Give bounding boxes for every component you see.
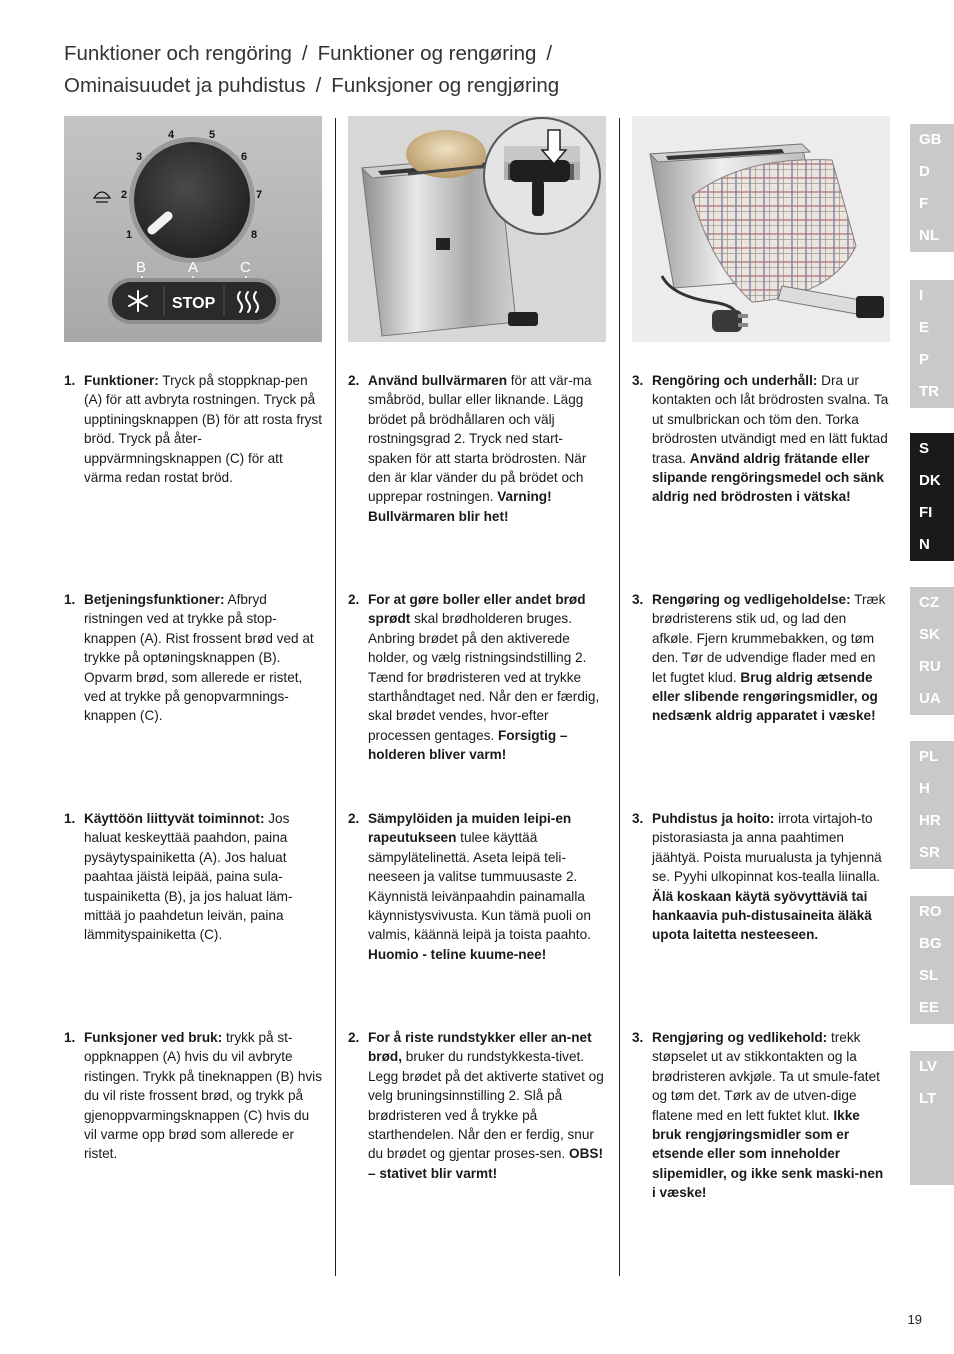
step-warning: Forsigtig – holderen bliver varm! — [368, 727, 568, 763]
title-part-fi: Ominaisuudet ja puhdistus — [64, 74, 306, 97]
language-tab[interactable]: I — [919, 287, 924, 304]
step-lead: Rengøring og vedligeholdelse: — [652, 592, 851, 607]
step-number: 1. — [64, 373, 76, 388]
step-text: Træk brødristerens stik ud, og lad den afkøle. Fjern krummebakken, og tøm den. Tør de udvendige flader med en let fugtet klud. — [652, 592, 886, 685]
language-tab[interactable]: F — [919, 195, 929, 212]
dial-number: 8 — [251, 229, 258, 241]
figure-cleaning — [632, 116, 890, 342]
step-number: 2. — [348, 1030, 360, 1045]
title-separator: / — [315, 74, 322, 97]
step-lead: For å riste rundstykker eller an-net brød, — [368, 1030, 592, 1065]
language-tab[interactable]: P — [919, 351, 930, 368]
language-tab[interactable]: SL — [919, 967, 939, 984]
language-tab[interactable]: D — [919, 163, 930, 180]
column-divider — [619, 118, 620, 1276]
title-part-sv: Funktioner och rengöring — [64, 42, 292, 65]
instruction-sv-2 — [348, 371, 606, 526]
step-text: bruker du rundstykkesta-tivet. Legg brødet på det aktiverte stativet og velg bruningsinnstilling 2. Slå på brødristeren ved å trykke på starthendelen. Når den er ferdig, snur du brødet og gjentar proses-sen. — [368, 1049, 604, 1162]
language-tab[interactable]: SR — [919, 844, 940, 861]
instruction-dk-2 — [348, 590, 606, 765]
step-number: 3. — [632, 373, 644, 388]
step-warning: Huomio - teline kuume-nee! — [368, 946, 547, 962]
step-lead: Använd bullvärmaren — [368, 373, 507, 388]
instruction-no-1 — [64, 1028, 322, 1164]
instruction-fi-1 — [64, 809, 322, 945]
language-tab-group — [910, 1051, 954, 1185]
dial-number: 5 — [209, 129, 216, 141]
step-text: trekk støpselet ut av stikkontakten og la brødristeren avkjøle. Ta ut smule-fatet og tøm det. Tørk av de utven-dige flatene med en lett fuktet klut. — [652, 1030, 880, 1123]
language-tab[interactable]: DK — [919, 472, 941, 489]
step-text: Jos haluat keskeyttää paahdon, paina pysäytyspainiketta (A). Jos haluat paahtaa jäistä leipää, paina sula-tuspainiketta (B), ja jos haluat läm-mittää jo paahdetun leivän, paina lämmityspainiketta (C). — [84, 811, 293, 943]
step-lead: Funktioner: — [84, 373, 159, 388]
language-tab-group — [910, 280, 954, 408]
step-number: 1. — [64, 811, 76, 826]
language-tab[interactable]: FI — [919, 504, 933, 521]
figure-bun-warmer — [348, 116, 606, 342]
title-separator: / — [546, 42, 553, 65]
instruction-sv-1 — [64, 371, 322, 487]
language-tab-spacer — [910, 1115, 954, 1185]
title-part-dk: Funktioner og rengøring — [317, 42, 537, 65]
step-number: 3. — [632, 811, 644, 826]
language-tab[interactable]: EE — [919, 999, 940, 1016]
step-number: 2. — [348, 811, 360, 826]
step-text: för att vär-ma småbröd, bullar eller liknande. Lägg brödet på brödhållaren och välj rostningsgrad 2. Tryck ned start-spaken för att starta brödrosten. När den är klar vänder du på brödet och upprepar rostningen. — [368, 373, 592, 505]
dial-number: 4 — [168, 129, 175, 141]
step-warning: Ikke bruk rengjøringsmidler som er etsende eller som inneholder slipemidler, og ikke senk maski-nen i væske! — [652, 1107, 884, 1201]
instruction-no-3 — [632, 1028, 890, 1203]
page-title — [64, 38, 884, 102]
language-tab-group — [910, 896, 954, 1024]
language-tab[interactable]: BG — [919, 935, 942, 952]
toaster-bun-warmer-illustration — [348, 116, 606, 342]
step-number: 2. — [348, 373, 360, 388]
language-tab[interactable]: HR — [919, 812, 941, 829]
language-tab-group — [910, 124, 954, 252]
step-text: Tryck på stoppknap-pen (A) för att avbryta rostningen. Tryck på upptiningsknappen (B) för att rosta fryst bröd. Tryck på åter-uppvärmningsknappen (C) för att värma redan rostat bröd. — [84, 373, 323, 486]
language-tab[interactable]: NL — [919, 227, 939, 244]
step-lead: Betjeningsfunktioner: — [84, 592, 225, 607]
step-lead: For at gøre boller eller andet brød sprødt — [368, 592, 586, 627]
instruction-fi-3 — [632, 809, 890, 945]
step-text: tulee käyttää sämpylätelinettä. Aseta leipä teli-neeseen ja valitse tummuusaste 2. Käynnistä leivänpaahdin painamalla käynnistysvivusta. Kun tämä puoli on valmis, käännä leipä ja toista paahto. — [368, 830, 591, 943]
step-text: irrota virtajoh-to pistorasiasta ja anna paahtimen jäähtyä. Poista murualusta ja tyhjennä se. Pyyhi ulkopinnat kos-tealla liinalla. — [652, 811, 882, 885]
language-tab[interactable]: GB — [919, 131, 942, 148]
step-warning: Brug aldrig ætsende eller slibende rengøringsmidler, og nedsænk aldrig apparatet i væske! — [652, 669, 878, 724]
step-text: trykk på st-oppknappen (A) hvis du vil avbryte ristingen. Trykk på tineknappen (B) hvis du vil riste frossent brød, og trykk på gjenoppvarmingsknappen (C) hvis du vil varme opp brød som allerede er ristet. — [84, 1030, 323, 1162]
step-lead: Käyttöön liittyvät toiminnot: — [84, 811, 265, 826]
step-text: Dra ur kontakten och låt brödrosten svalna. Ta ut smulbrickan och töm den. Torka brödrosten utvändigt med en lätt fuktad trasa. — [652, 373, 889, 466]
language-tab[interactable]: RU — [919, 658, 941, 675]
instruction-no-2 — [348, 1028, 606, 1183]
language-tab[interactable]: S — [919, 440, 930, 457]
dial-number: 6 — [241, 151, 248, 163]
step-number: 1. — [64, 1030, 76, 1045]
title-part-no: Funksjoner og rengjøring — [331, 74, 560, 97]
step-warning: Älä koskaan käytä syövyttäviä tai hankaavia puh-distusaineita äläkä upota laitetta nesteeseen. — [652, 888, 872, 943]
control-panel-illustration — [64, 116, 322, 342]
dial-number: 1 — [126, 229, 133, 241]
dial-number: 3 — [136, 151, 143, 163]
instruction-fi-2 — [348, 809, 606, 964]
dial-number: 7 — [256, 189, 263, 201]
step-lead: Rengjøring og vedlikehold: — [652, 1030, 828, 1045]
language-tab-group — [910, 741, 954, 869]
instruction-dk-1 — [64, 590, 322, 726]
step-number: 1. — [64, 592, 76, 607]
step-number: 2. — [348, 592, 360, 607]
dial-number: 2 — [121, 189, 128, 201]
language-tab[interactable]: LV — [919, 1058, 938, 1075]
step-warning: Varning! Bullvärmaren blir het! — [368, 489, 552, 524]
language-tab[interactable]: CZ — [919, 594, 939, 611]
column-divider — [335, 118, 336, 1276]
language-tab[interactable]: E — [919, 319, 930, 336]
language-tab[interactable]: H — [919, 780, 930, 797]
language-tab[interactable]: SK — [919, 626, 940, 643]
step-lead: Funksjoner ved bruk: — [84, 1030, 223, 1045]
step-warning: OBS! – stativet blir varmt! — [368, 1146, 603, 1181]
step-lead: Puhdistus ja hoito: — [652, 811, 775, 826]
language-tab[interactable]: PL — [919, 748, 939, 765]
language-tab[interactable]: N — [919, 536, 930, 553]
toaster-cleaning-illustration — [632, 116, 890, 342]
page-number: 19 — [907, 1312, 922, 1327]
instruction-sv-3 — [632, 371, 890, 507]
callout-c: C — [240, 259, 251, 276]
stop-label: STOP — [172, 295, 216, 312]
step-lead: Sämpylöiden ja muiden leipi-en rapeutukseen — [368, 811, 572, 846]
language-tab-group-active — [910, 433, 954, 561]
language-tab-group — [910, 587, 954, 715]
step-number: 3. — [632, 1030, 644, 1045]
callout-b: B — [136, 259, 147, 276]
language-tab[interactable]: LT — [919, 1090, 937, 1107]
instruction-dk-3 — [632, 590, 890, 726]
callout-a: A — [188, 259, 199, 276]
step-warning: Använd aldrig frätande eller slipande rengöringsmedel och sänk aldrig ned brödrosten i vätska! — [652, 450, 884, 505]
step-text: Afbryd ristningen ved at trykke på stop-knappen (A). Rist frossent brød ved at trykke på optøningsknappen (B). Opvarm brød, som allerede er ristet, ved at trykke på genopvarmnings-knappen (C). — [84, 592, 314, 724]
language-tab[interactable]: UA — [919, 690, 941, 707]
language-tab[interactable]: TR — [919, 383, 939, 400]
step-text: skal brødholderen bruges. Anbring brødet på den aktiverede holder, og vælg ristningsindstilling 2. Tænd for brødristeren ved at trykke starthåndtaget ned. Når den er færdig, skal brødet vendes, hvor-efter processen gentages. — [368, 611, 600, 743]
figure-control-panel — [64, 116, 322, 342]
step-lead: Rengöring och underhåll: — [652, 373, 818, 388]
step-number: 3. — [632, 592, 644, 607]
language-tab[interactable]: RO — [919, 903, 942, 920]
title-separator: / — [301, 42, 308, 65]
